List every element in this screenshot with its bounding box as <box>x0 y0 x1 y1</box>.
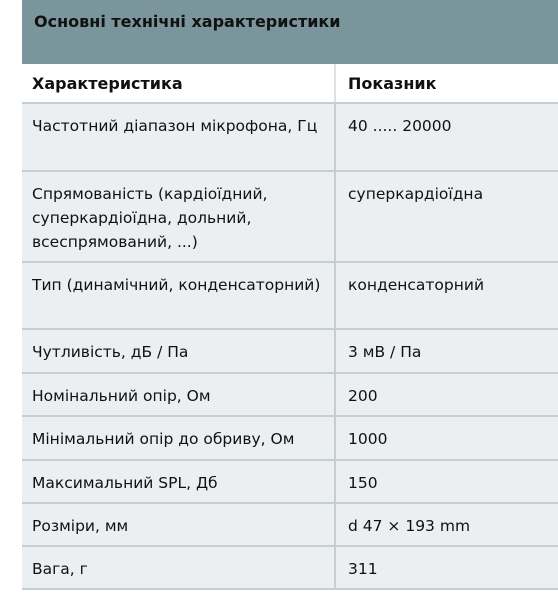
characteristic-name: Максимальний SPL, Дб <box>22 461 336 502</box>
table-row <box>22 263 558 330</box>
table-row <box>22 461 558 504</box>
characteristic-name: Спрямованість (кардіоїдний, суперкардіоїдна, дольний, всеспрямований, ...) <box>22 172 336 261</box>
table-row <box>22 330 558 374</box>
characteristic-value: 40 ..... 20000 <box>348 117 452 135</box>
characteristic-name: Мінімальний опір до обриву, Ом <box>22 417 336 459</box>
characteristic-name: Частотний діапазон мікрофона, Гц <box>22 104 336 170</box>
table-row <box>22 104 558 172</box>
characteristic-name: Тип (динамічний, конденсаторний) <box>22 263 336 328</box>
specs-table <box>22 64 558 590</box>
characteristic-name: Чутливість, дБ / Па <box>22 330 336 372</box>
characteristic-value: 200 <box>348 387 378 405</box>
characteristic-value: d 47 × 193 mm <box>348 517 471 535</box>
table-row <box>22 417 558 461</box>
characteristic-value: 311 <box>348 560 378 578</box>
characteristic-value: суперкардіоїдна <box>348 185 484 203</box>
table-row <box>22 374 558 417</box>
characteristic-name: Номінальний опір, Ом <box>22 374 336 415</box>
table-row <box>22 547 558 590</box>
characteristic-name: Розміри, мм <box>22 504 336 545</box>
characteristic-name: Вага, г <box>22 547 336 588</box>
table-row <box>22 504 558 547</box>
section-title: Основні технічні характеристики <box>22 0 558 64</box>
characteristic-value: 150 <box>348 474 378 492</box>
table-header-row <box>22 64 558 104</box>
column-header-characteristic: Характеристика <box>22 64 336 102</box>
table-row <box>22 172 558 263</box>
column-header-value: Показник <box>348 74 437 93</box>
characteristic-value: конденсаторний <box>348 276 485 294</box>
characteristic-value: 1000 <box>348 430 388 448</box>
characteristic-value: 3 мВ / Па <box>348 343 422 361</box>
